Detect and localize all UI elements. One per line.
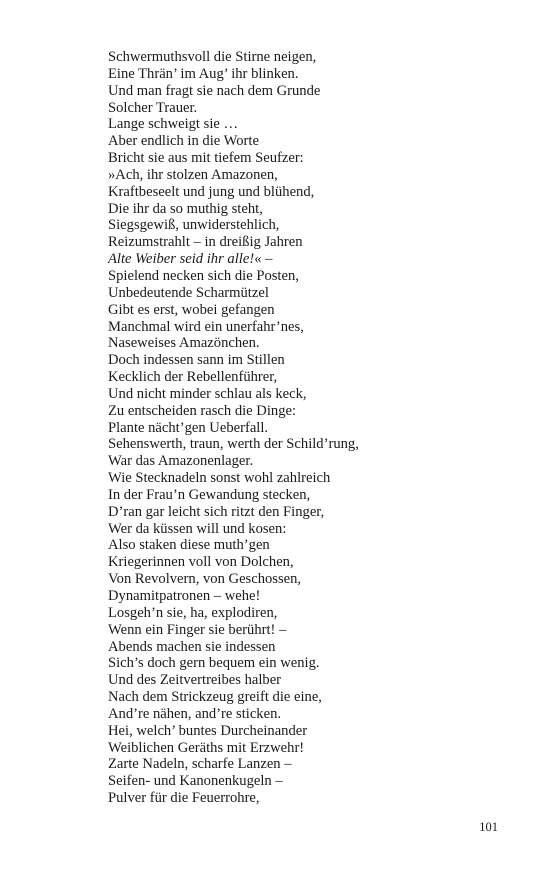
poem-line-text: Und nicht minder schlau als keck,	[108, 385, 307, 402]
poem-line-text: Pulver für die Feuerrohre,	[108, 790, 260, 807]
poem-line-text: Seifen- und Kanonenkugeln –	[108, 773, 283, 790]
poem-line-text: And’re nähen, and’re sticken.	[108, 705, 282, 722]
poem-line	[108, 335, 359, 352]
poem-line	[108, 723, 359, 740]
poem-line-text: Nach dem Strickzeug greift die eine,	[108, 689, 322, 706]
poem-line-emphasis: Alte Weiber seid ihr alle!	[108, 251, 255, 268]
poem-line	[108, 302, 359, 319]
poem-line	[108, 420, 359, 437]
poem-line	[108, 639, 359, 656]
poem-line-text: Kecklich der Rebellenführer,	[108, 369, 278, 386]
poem-line-text: Zarte Nadeln, scharfe Lanzen –	[108, 756, 292, 773]
poem-line	[108, 100, 359, 117]
poem-line	[108, 740, 359, 757]
poem-line	[108, 201, 359, 218]
poem-line-text: War das Amazonenlager.	[108, 453, 254, 470]
poem-line-text: « –	[254, 251, 273, 268]
poem-line	[108, 504, 359, 521]
poem-line	[108, 167, 359, 184]
poem-line	[108, 66, 359, 83]
poem-line-text: Lange schweigt sie …	[108, 116, 239, 133]
poem-line	[108, 571, 359, 588]
poem-line-text: Solcher Trauer.	[108, 99, 198, 116]
poem-line	[108, 706, 359, 723]
poem-line	[108, 386, 359, 403]
poem-line-text: Spielend necken sich die Posten,	[108, 267, 299, 284]
poem-line	[108, 436, 359, 453]
poem-line-text: Naseweises Amazönchen.	[108, 335, 260, 352]
poem-line-text: Wenn ein Finger sie berührt! –	[108, 621, 287, 638]
poem-line	[108, 83, 359, 100]
poem-line-text: Die ihr da so muthig steht,	[108, 200, 263, 217]
poem-line-text: Reizumstrahlt – in dreißig Jahren	[108, 234, 303, 251]
poem-line	[108, 251, 359, 268]
poem-line	[108, 116, 359, 133]
poem-line-text: Schwermuthsvoll die Stirne neigen,	[108, 49, 317, 65]
poem-line-text: Aber endlich in die Worte	[108, 133, 259, 150]
poem-line-text: Von Revolvern, von Geschossen,	[108, 571, 302, 588]
poem-line	[108, 521, 359, 538]
poem-line	[108, 588, 359, 605]
poem-line	[108, 773, 359, 790]
poem-line	[108, 487, 359, 504]
poem-line-text: Kriegerinnen voll von Dolchen,	[108, 554, 294, 571]
poem-line	[108, 672, 359, 689]
poem-line	[108, 689, 359, 706]
poem-line	[108, 352, 359, 369]
poem-text-block	[108, 49, 359, 807]
poem-line-text: Dynamitpatronen – wehe!	[108, 588, 261, 604]
poem-line	[108, 790, 359, 807]
poem-line-text: Bricht sie aus mit tiefem Seufzer:	[108, 150, 304, 167]
poem-line-text: Manchmal wird ein unerfahr’nes,	[108, 318, 304, 335]
poem-line-text: Hei, welch’ buntes Durcheinander	[108, 722, 308, 739]
poem-line-text: Weiblichen Geräths mit Erzwehr!	[108, 739, 305, 756]
poem-line	[108, 184, 359, 201]
poem-line	[108, 403, 359, 420]
poem-line	[108, 622, 359, 639]
poem-line-text: Plante nächt’gen Ueberfall.	[108, 419, 269, 436]
poem-line-text: Siegsgewiß, unwiderstehlich,	[108, 217, 280, 234]
poem-line-text: Eine Thrän’ im Aug’ ihr blinken.	[108, 65, 299, 82]
poem-line	[108, 655, 359, 672]
poem-line	[108, 49, 359, 66]
poem-line-text: Zu entscheiden rasch die Dinge:	[108, 402, 297, 419]
poem-line	[108, 605, 359, 622]
poem-line	[108, 537, 359, 554]
poem-line-text: Doch indessen sann im Stillen	[108, 352, 285, 369]
poem-line	[108, 234, 359, 251]
poem-line-text: Und man fragt sie nach dem Grunde	[108, 82, 321, 99]
poem-line-text: Wer da küssen will und kosen:	[108, 520, 287, 537]
poem-line	[108, 285, 359, 302]
poem-line	[108, 470, 359, 487]
poem-line-text: Gibt es erst, wobei gefangen	[108, 301, 275, 318]
poem-line-text: Losgeh’n sie, ha, explodiren,	[108, 604, 278, 621]
poem-line-text: Sich’s doch gern bequem ein wenig.	[108, 655, 320, 672]
poem-line	[108, 268, 359, 285]
poem-line-text: Und des Zeitvertreibes halber	[108, 672, 282, 689]
poem-line	[108, 369, 359, 386]
poem-line-text: Abends machen sie indessen	[108, 638, 276, 655]
poem-line	[108, 453, 359, 470]
poem-line-text: Kraftbeseelt und jung und blühend,	[108, 183, 315, 200]
poem-line-text: Wie Stecknadeln sonst wohl zahlreich	[108, 470, 331, 487]
poem-line-text: Also staken diese muth’gen	[108, 537, 270, 554]
poem-line-text: »Ach, ihr stolzen Amazonen,	[108, 166, 278, 183]
poem-line-text: Sehenswerth, traun, werth der Schild’rung,	[108, 436, 359, 453]
poem-line-text: D’ran gar leicht sich ritzt den Finger,	[108, 503, 325, 520]
page-number: 101	[479, 820, 498, 834]
poem-line	[108, 133, 359, 150]
poem-line	[108, 756, 359, 773]
poem-line	[108, 150, 359, 167]
poem-line-text: In der Frau’n Gewandung stecken,	[108, 486, 311, 503]
poem-line	[108, 319, 359, 336]
poem-line	[108, 554, 359, 571]
poem-line	[108, 217, 359, 234]
poem-line-text: Unbedeutende Scharmützel	[108, 284, 269, 301]
